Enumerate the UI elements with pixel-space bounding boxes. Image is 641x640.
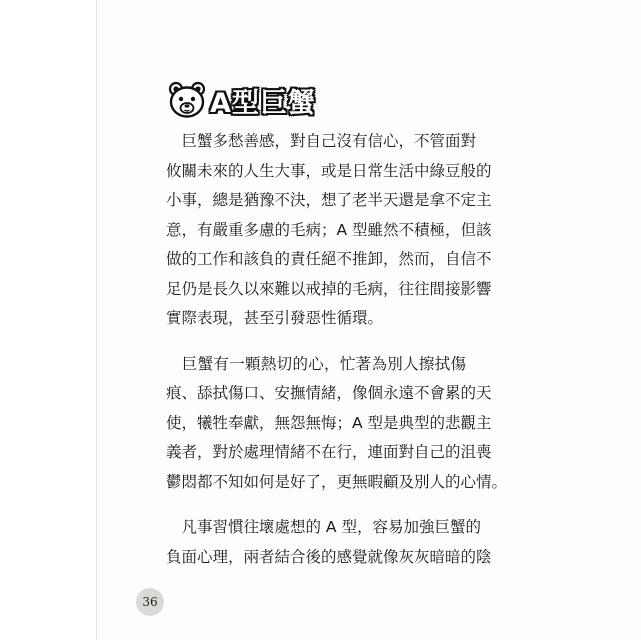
- paragraph: [166, 350, 508, 498]
- body-text: [166, 127, 508, 572]
- text-line: 凡事習慣往壞處想的 A 型，容易加強巨蟹的: [166, 518, 481, 536]
- text-line: 鬱悶都不知如何是好了，更無暇顧及別人的心情。: [166, 472, 508, 491]
- bear-face-icon: [168, 81, 206, 119]
- text-line: 攸關未來的人生大事，或是日常生活中綠豆般的: [166, 161, 492, 180]
- text-line: 痕、舔拭傷口、安撫情緒，像個永遠不會累的天: [166, 384, 492, 402]
- text-line: 實際表現，甚至引發惡性循環。: [166, 309, 384, 327]
- text-line: 足仍是長久以來難以戒掉的毛病，往往間接影響: [166, 279, 492, 298]
- paragraph: [166, 513, 492, 572]
- text-line: 意，有嚴重多慮的毛病；A 型雖然不積極，但該: [166, 220, 492, 239]
- text-line: 做的工作和該負的責任絕不推卸，然而，自信不: [166, 250, 492, 268]
- section-title: A型巨蟹: [210, 87, 316, 119]
- section-heading: [168, 78, 316, 122]
- paragraph: [166, 127, 492, 334]
- text-line: 義者，對於處理情緒不在行，連面對自己的沮喪: [166, 443, 492, 461]
- text-line: 巨蟹有一顆熱切的心，忙著為別人擦拭傷: [166, 354, 466, 373]
- text-line: 使，犧牲奉獻，無怨無悔；A 型是典型的悲觀主: [166, 413, 492, 432]
- text-line: 負面心理，兩者結合後的感覺就像灰灰暗暗的陰: [166, 547, 492, 566]
- text-line: 巨蟹多愁善感，對自己沒有信心，不管面對: [166, 132, 477, 150]
- page-number: 36: [136, 588, 164, 616]
- text-line: 小事，總是猶豫不決，想了老半天還是拿不定主: [166, 191, 492, 209]
